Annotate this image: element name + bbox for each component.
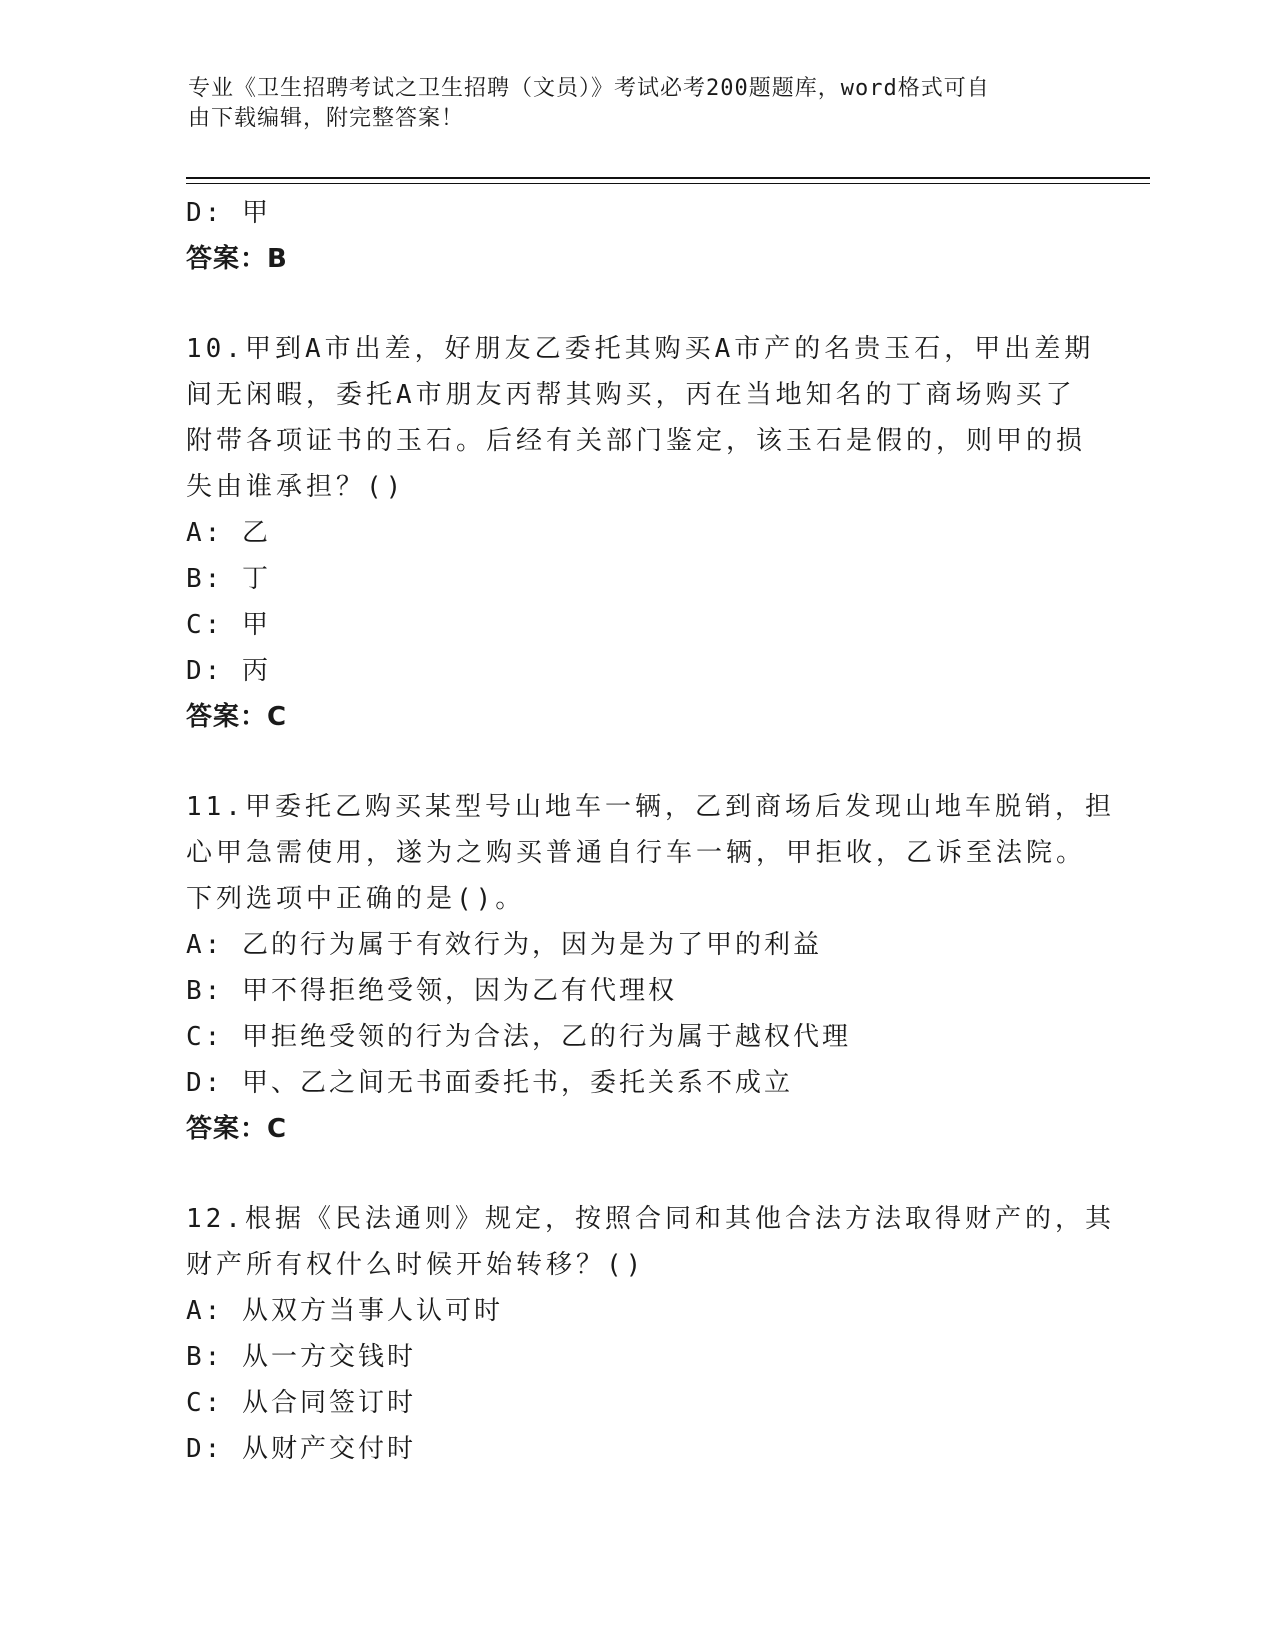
answer-line: 答案：C (186, 702, 288, 732)
header-line-2: 由下载编辑，附完整答案！ (188, 106, 465, 131)
stem-line: 间无闲暇，委托A市朋友丙帮其购买，丙在当地知名的丁商场购买了 (186, 380, 1076, 410)
option-a: A: 乙的行为属于有效行为，因为是为了甲的利益 (186, 930, 822, 960)
option-d: D: 甲、乙之间无书面委托书，委托关系不成立 (186, 1068, 793, 1098)
stem-line: 失由谁承担？() (186, 472, 406, 502)
stem-line: 12.根据《民法通则》规定，按照合同和其他合法方法取得财产的，其 (186, 1204, 1115, 1234)
stem-line: 附带各项证书的玉石。后经有关部门鉴定，该玉石是假的，则甲的损 (186, 426, 1087, 456)
stem-line: 11.甲委托乙购买某型号山地车一辆，乙到商场后发现山地车脱销，担 (186, 792, 1115, 822)
answer-line: 答案：B (186, 244, 288, 274)
question-stem (186, 784, 1115, 922)
header-rule-thin (186, 183, 1150, 184)
option-c: C: 从合同签订时 (186, 1388, 416, 1418)
answer-line: 答案：C (186, 1114, 288, 1144)
question-stem (186, 1196, 1115, 1288)
stem-line: 10.甲到A市出差，好朋友乙委托其购买A市产的名贵玉石，甲出差期 (186, 334, 1095, 364)
option-a: A: 乙 (186, 518, 271, 548)
option-c: C: 甲拒绝受领的行为合法，乙的行为属于越权代理 (186, 1022, 851, 1052)
stem-line: 财产所有权什么时候开始转移？() (186, 1250, 646, 1280)
header-line-1: 专业《卫生招聘考试之卫生招聘（文员）》考试必考200题题库，word格式可自 (188, 76, 990, 101)
option-a: A: 从双方当事人认可时 (186, 1296, 503, 1326)
question-content (186, 190, 1115, 1472)
document-header (188, 74, 1068, 134)
question-11 (186, 784, 1115, 1152)
option-b: B: 从一方交钱时 (186, 1342, 416, 1372)
option-b: B: 丁 (186, 564, 271, 594)
option-c: C: 甲 (186, 610, 271, 640)
option-b: B: 甲不得拒绝受领，因为乙有代理权 (186, 976, 677, 1006)
option-d: D: 甲 (186, 198, 271, 228)
stem-line: 下列选项中正确的是()。 (186, 884, 526, 914)
question-10 (186, 326, 1095, 740)
question-stem (186, 326, 1095, 510)
option-d: D: 从财产交付时 (186, 1434, 416, 1464)
header-rule-thick (186, 177, 1150, 179)
question-12 (186, 1196, 1115, 1472)
stem-line: 心甲急需使用，遂为之购买普通自行车一辆，甲拒收，乙诉至法院。 (186, 838, 1087, 868)
option-d: D: 丙 (186, 656, 271, 686)
